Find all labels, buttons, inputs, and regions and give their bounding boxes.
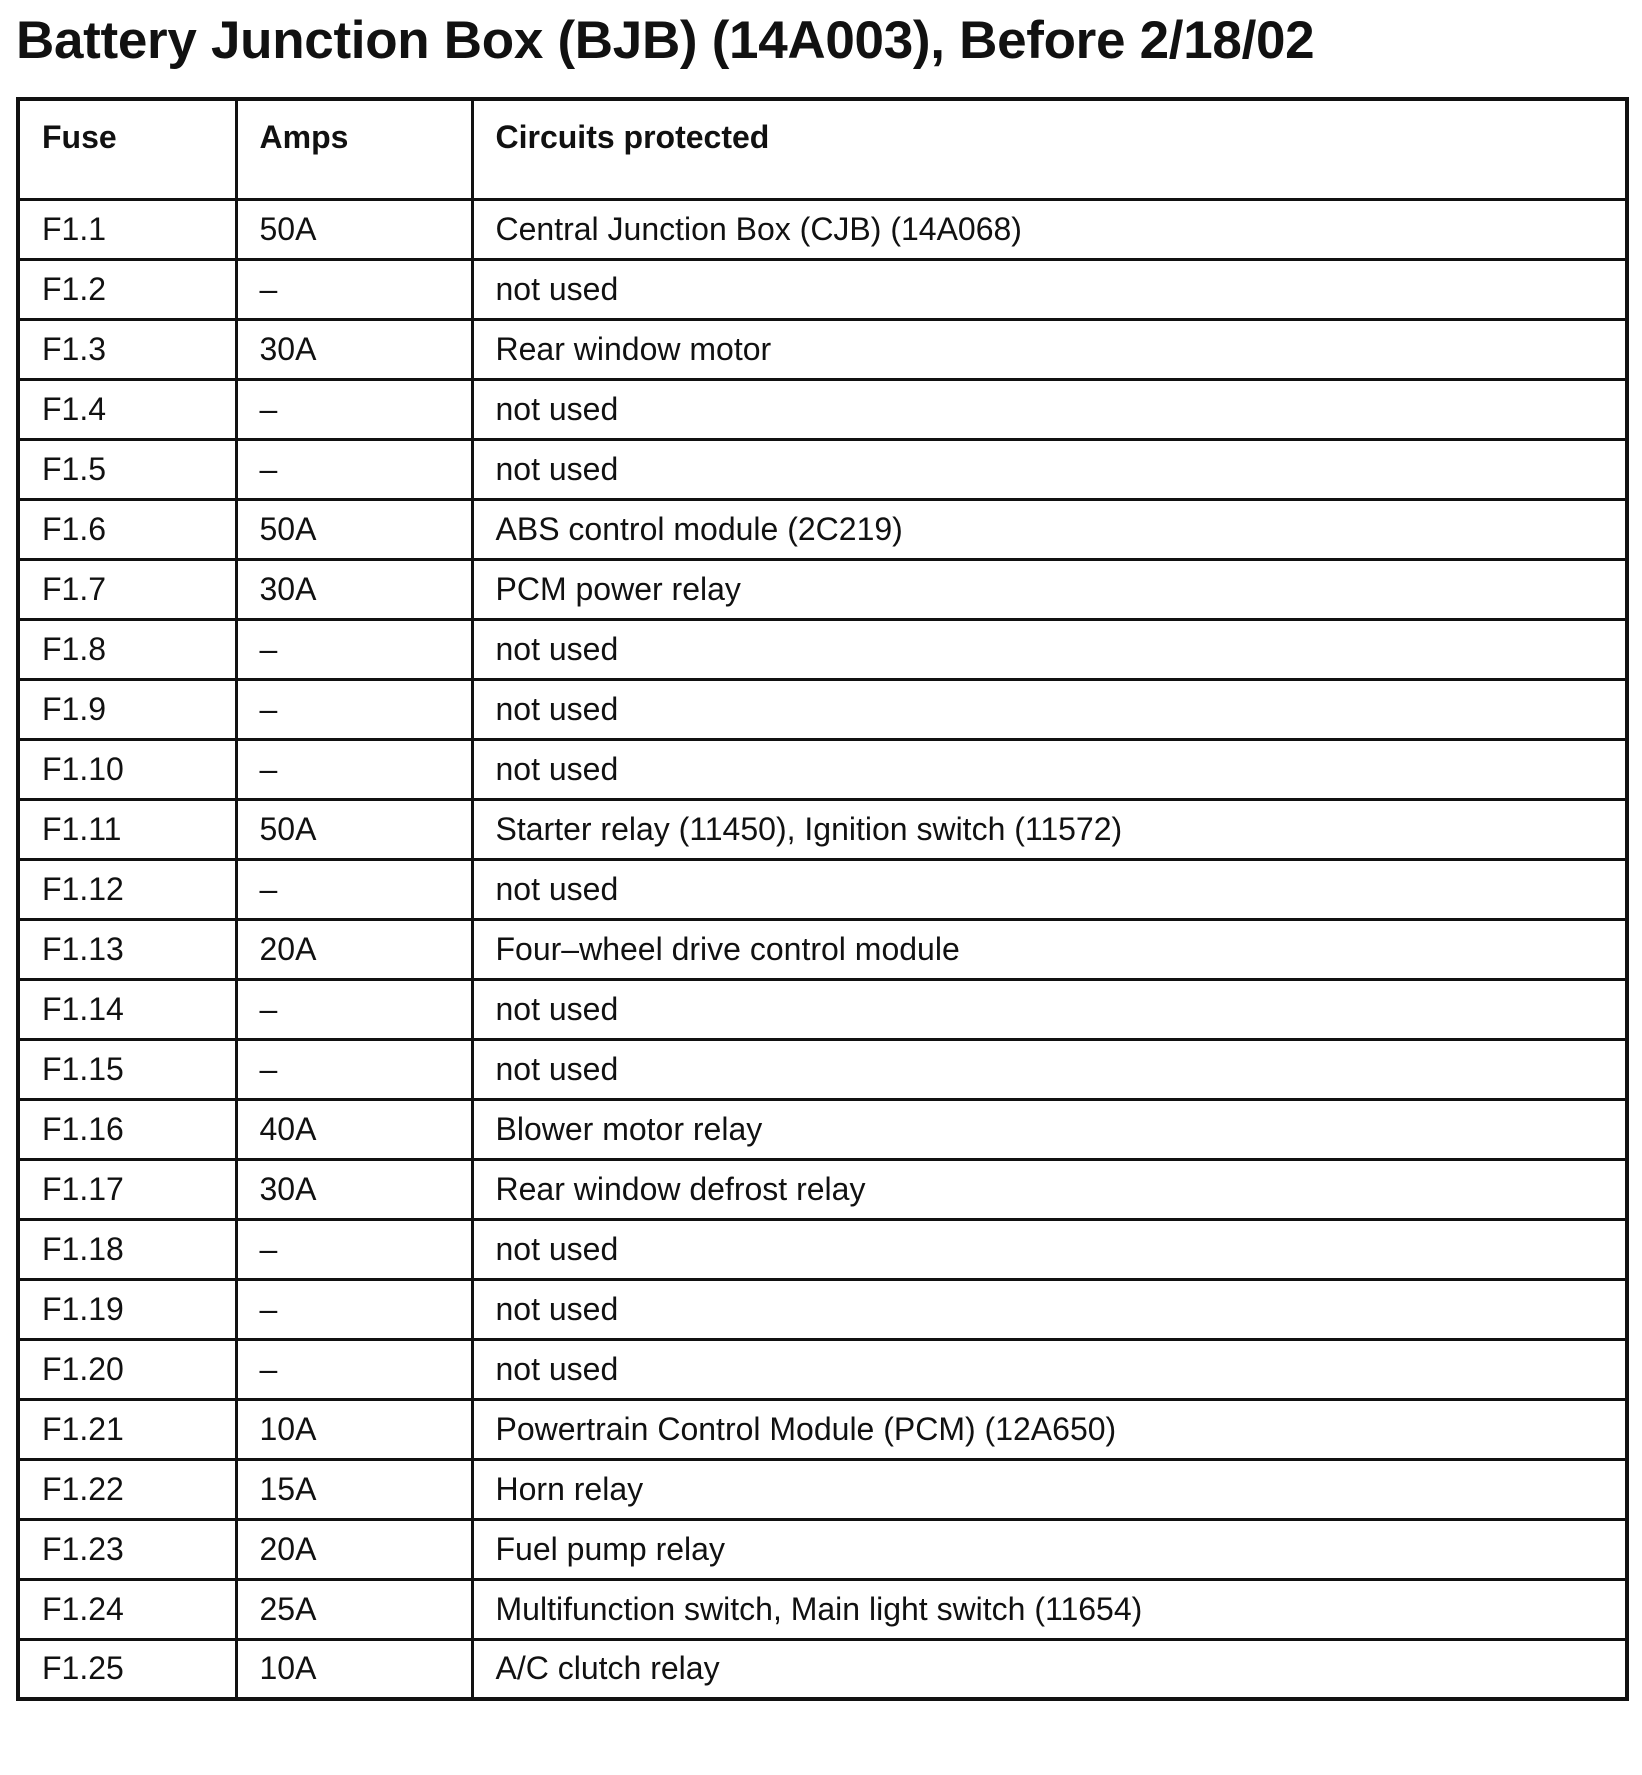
fuse-cell: F1.6 (18, 499, 236, 559)
table-row (18, 799, 1627, 859)
circuit-cell: not used (472, 379, 1627, 439)
table-body (18, 199, 1627, 1699)
amps-cell: 50A (236, 799, 472, 859)
circuit-cell: Powertrain Control Module (PCM) (12A650) (472, 1399, 1627, 1459)
column-header-circuits: Circuits protected (472, 99, 1627, 199)
amps-cell: – (236, 739, 472, 799)
amps-cell: 30A (236, 319, 472, 379)
fuse-cell: F1.18 (18, 1219, 236, 1279)
fuse-cell: F1.24 (18, 1579, 236, 1639)
table-row (18, 1399, 1627, 1459)
table-row (18, 1159, 1627, 1219)
table-row (18, 1279, 1627, 1339)
fuse-cell: F1.11 (18, 799, 236, 859)
table-header-row (18, 99, 1627, 199)
fuse-cell: F1.10 (18, 739, 236, 799)
table-row (18, 379, 1627, 439)
table-row (18, 619, 1627, 679)
table-row (18, 1039, 1627, 1099)
circuit-cell: not used (472, 1339, 1627, 1399)
amps-cell: – (236, 859, 472, 919)
table-row (18, 1219, 1627, 1279)
circuit-cell: Rear window motor (472, 319, 1627, 379)
fuse-cell: F1.20 (18, 1339, 236, 1399)
amps-cell: – (236, 979, 472, 1039)
amps-cell: – (236, 1039, 472, 1099)
table-row (18, 1639, 1627, 1699)
circuit-cell: not used (472, 679, 1627, 739)
table-row (18, 199, 1627, 259)
fuse-cell: F1.5 (18, 439, 236, 499)
circuit-cell: not used (472, 1219, 1627, 1279)
fuse-cell: F1.17 (18, 1159, 236, 1219)
circuit-cell: Rear window defrost relay (472, 1159, 1627, 1219)
fuse-cell: F1.1 (18, 199, 236, 259)
fuse-cell: F1.3 (18, 319, 236, 379)
table-row (18, 1519, 1627, 1579)
fuse-cell: F1.21 (18, 1399, 236, 1459)
amps-cell: – (236, 1219, 472, 1279)
circuit-cell: not used (472, 1039, 1627, 1099)
fuse-cell: F1.15 (18, 1039, 236, 1099)
circuit-cell: Four–wheel drive control module (472, 919, 1627, 979)
fuse-cell: F1.9 (18, 679, 236, 739)
amps-cell: – (236, 619, 472, 679)
circuit-cell: PCM power relay (472, 559, 1627, 619)
amps-cell: 20A (236, 1519, 472, 1579)
table-row (18, 499, 1627, 559)
amps-cell: – (236, 439, 472, 499)
amps-cell: – (236, 379, 472, 439)
circuit-cell: A/C clutch relay (472, 1639, 1627, 1699)
amps-cell: 50A (236, 499, 472, 559)
column-header-amps: Amps (236, 99, 472, 199)
circuit-cell: not used (472, 739, 1627, 799)
amps-cell: 50A (236, 199, 472, 259)
table-row (18, 559, 1627, 619)
table-row (18, 679, 1627, 739)
column-header-fuse: Fuse (18, 99, 236, 199)
circuit-cell: Central Junction Box (CJB) (14A068) (472, 199, 1627, 259)
circuit-cell: not used (472, 979, 1627, 1039)
amps-cell: 10A (236, 1399, 472, 1459)
circuit-cell: Fuel pump relay (472, 1519, 1627, 1579)
amps-cell: – (236, 259, 472, 319)
circuit-cell: not used (472, 1279, 1627, 1339)
fuse-cell: F1.4 (18, 379, 236, 439)
table-row (18, 739, 1627, 799)
fuse-cell: F1.12 (18, 859, 236, 919)
circuit-cell: Starter relay (11450), Ignition switch (11572) (472, 799, 1627, 859)
amps-cell: 30A (236, 1159, 472, 1219)
table-row (18, 1459, 1627, 1519)
amps-cell: – (236, 679, 472, 739)
amps-cell: 30A (236, 559, 472, 619)
fuse-cell: F1.23 (18, 1519, 236, 1579)
amps-cell: 25A (236, 1579, 472, 1639)
fuse-cell: F1.2 (18, 259, 236, 319)
table-row (18, 319, 1627, 379)
circuit-cell: Horn relay (472, 1459, 1627, 1519)
table-row (18, 439, 1627, 499)
circuit-cell: not used (472, 439, 1627, 499)
fuse-cell: F1.19 (18, 1279, 236, 1339)
fuse-cell: F1.25 (18, 1639, 236, 1699)
table-row (18, 919, 1627, 979)
circuit-cell: Blower motor relay (472, 1099, 1627, 1159)
fuse-cell: F1.16 (18, 1099, 236, 1159)
fuse-table (16, 97, 1629, 1701)
table-row (18, 979, 1627, 1039)
table-row (18, 1579, 1627, 1639)
table-row (18, 1099, 1627, 1159)
page-title: Battery Junction Box (BJB) (14A003), Before 2/18/02 (16, 11, 1315, 70)
amps-cell: 10A (236, 1639, 472, 1699)
table-row (18, 259, 1627, 319)
fuse-cell: F1.13 (18, 919, 236, 979)
fuse-cell: F1.7 (18, 559, 236, 619)
amps-cell: 20A (236, 919, 472, 979)
circuit-cell: not used (472, 619, 1627, 679)
table-row (18, 859, 1627, 919)
circuit-cell: not used (472, 259, 1627, 319)
amps-cell: 15A (236, 1459, 472, 1519)
fuse-cell: F1.8 (18, 619, 236, 679)
fuse-cell: F1.14 (18, 979, 236, 1039)
table-row (18, 1339, 1627, 1399)
circuit-cell: ABS control module (2C219) (472, 499, 1627, 559)
fuse-cell: F1.22 (18, 1459, 236, 1519)
circuit-cell: not used (472, 859, 1627, 919)
amps-cell: – (236, 1279, 472, 1339)
circuit-cell: Multifunction switch, Main light switch (11654) (472, 1579, 1627, 1639)
amps-cell: 40A (236, 1099, 472, 1159)
amps-cell: – (236, 1339, 472, 1399)
